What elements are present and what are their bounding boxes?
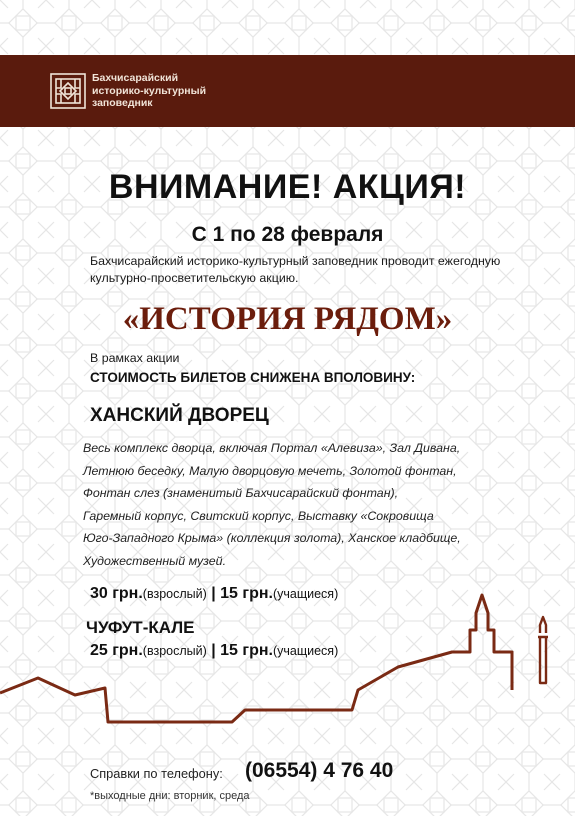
palace-price [90, 585, 338, 603]
price-adult-label: (взрослый) [142, 644, 207, 658]
phone-number[interactable]: (06554) 4 76 40 [245, 759, 394, 782]
description-line: Фонтан слез (знаменитый Бахчисарайский фонтан), [83, 486, 399, 500]
description-line: Летнюю беседку, Малую дворцовую мечеть, Золотой фонтан, [83, 463, 457, 478]
price-student: 15 грн. [220, 585, 273, 602]
price-separator: | [206, 585, 221, 602]
price-student-label: (учащиеся) [272, 587, 339, 601]
price-adult: 30 грн. [90, 585, 143, 602]
promo-dates: С 1 по 28 февраля [191, 223, 384, 246]
chufut-price [90, 642, 338, 660]
palace-title: ХАНСКИЙ ДВОРЕЦ [90, 405, 269, 426]
price-adult-label: (взрослый) [142, 587, 207, 601]
org-name-line: заповедник [92, 97, 153, 109]
discount-text: СТОИМОСТЬ БИЛЕТОВ СНИЖЕНА ВПОЛОВИНУ: [90, 370, 416, 385]
campaign-slogan: «ИСТОРИЯ РЯДОМ» [122, 301, 453, 337]
price-separator: | [206, 642, 221, 659]
intro-text: Бахчисарайский историко-культурный заповедник проводит ежегодную культурно-просветительскую акцию. [90, 254, 501, 285]
org-name-line: Бахчисарайский [92, 72, 179, 84]
palace-description [83, 437, 533, 572]
price-student-label: (учащиеся) [272, 644, 339, 658]
days-off-note: *выходные дни: вторник, среда [90, 790, 250, 802]
frame-text: В рамках акции [90, 351, 180, 365]
description-line: Весь комплекс дворца, включая Портал «Алевиза», Зал Дивана, [83, 441, 461, 455]
phone-label: Справки по телефону: [90, 766, 223, 781]
page-title: ВНИМАНИЕ! АКЦИЯ! [108, 168, 467, 206]
org-name-line: историко-культурный [92, 84, 207, 97]
description-line: Гаремный корпус, Свитский корпус, Выставку «Сокровища [83, 508, 434, 523]
price-student: 15 грн. [220, 642, 273, 659]
description-line: Юго-Западного Крыма» (коллекция золота), Ханское кладбище, [83, 531, 461, 545]
price-adult: 25 грн. [90, 642, 143, 659]
chufut-kale-title: ЧУФУТ-КАЛЕ [86, 618, 195, 637]
description-line: Художественный музей. [83, 553, 227, 568]
